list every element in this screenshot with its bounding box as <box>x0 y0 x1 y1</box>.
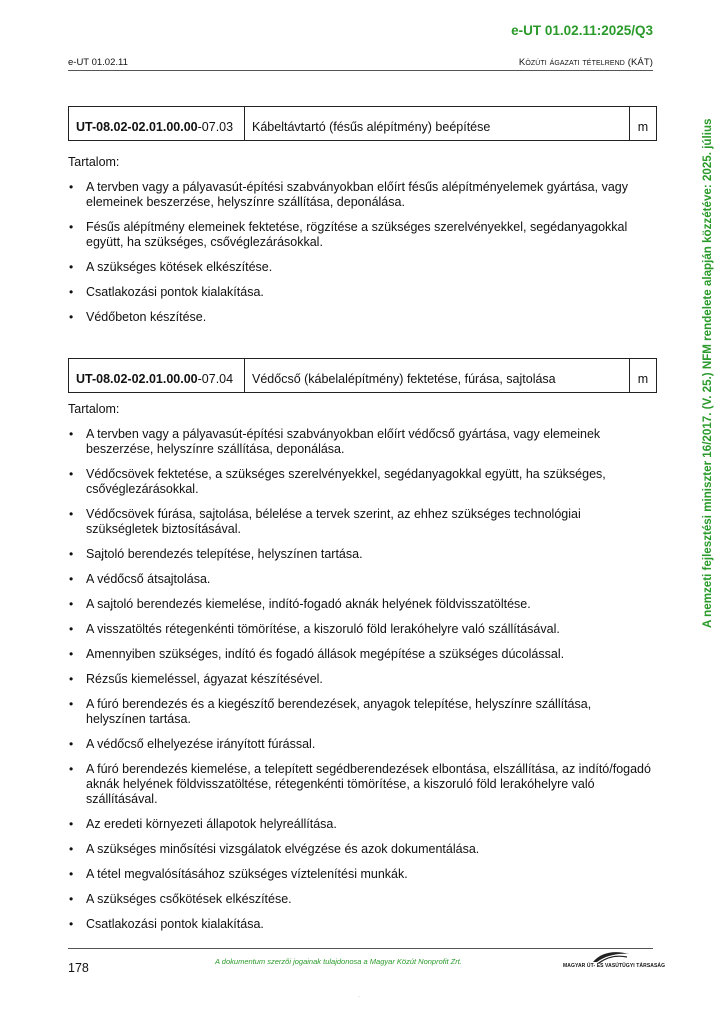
list-item: • A fúró berendezés és a kiegészítő berendezések, anyagok telepítése, helyszínre szállítása, helyszínen tartása. <box>68 697 653 727</box>
item-code-suffix: -07.03 <box>197 120 234 134</box>
list-item: • Amennyiben szükséges, indító és fogadó állások megépítése a szükséges dúcolással. <box>68 647 653 662</box>
logo-text: MAGYAR ÚT- ÉS VASÚTÜGYI TÁRSASÁG <box>563 963 666 969</box>
list-item: • Védőbeton készítése. <box>68 310 653 325</box>
list-item: • Rézsűs kiemeléssel, ágyazat készítésével. <box>68 672 653 687</box>
item-code-suffix: -07.04 <box>197 372 234 386</box>
footer-rule <box>68 948 653 949</box>
contents-list-1 <box>68 180 653 335</box>
header-rule <box>68 70 653 71</box>
copyright-note: A dokumentum szerzői jogainak tulajdonosa a Magyar Közút Nonprofit Zrt. <box>215 957 462 966</box>
list-item: • A szükséges csőkötések elkészítése. <box>68 892 653 907</box>
item-unit: m <box>630 359 657 393</box>
list-item: • A védőcső átsajtolása. <box>68 572 653 587</box>
list-item: • Sajtoló berendezés telepítése, helyszínen tartása. <box>68 547 653 562</box>
item-row <box>69 107 657 141</box>
list-item: • Fésűs alépítmény elemeinek fektetése, rögzítése a szükséges szerelvényekkel, segédanyagokkal együtt, ha szükséges, csővéglezárásokkal. <box>68 220 653 250</box>
side-publication-note: A nemzeti fejlesztési miniszter 16/2017. (V. 25.) NFM rendelete alapján közzétéve: 2025. július <box>701 118 714 628</box>
item-unit: m <box>630 107 657 141</box>
list-item: • A tervben vagy a pályavasút-építési szabványokban előírt védőcső gyártása, vagy elemeinek beszerzése, helyszínre szállítása, deponálása. <box>68 427 653 457</box>
list-item: • A visszatöltés rétegenkénti tömörítése, a kiszoruló föld lerakóhelyre való szállításával. <box>68 622 653 637</box>
stray-dot: · <box>358 994 360 1000</box>
item-row <box>69 359 657 393</box>
logo-swoosh-icon <box>591 950 631 964</box>
list-item: • Védőcsövek fúrása, sajtolása, bélelése a tervek szerint, az ehhez szükséges technológiai szükségletek biztosításával. <box>68 507 653 537</box>
item-code-main: UT-08.02-02.01.00.00 <box>76 372 198 386</box>
list-item: • A sajtoló berendezés kiemelése, indító-fogadó aknák helyének földvisszatöltése. <box>68 597 653 612</box>
item-code-main: UT-08.02-02.01.00.00 <box>76 120 198 134</box>
society-logo <box>563 950 666 972</box>
list-item: • Védőcsövek fektetése, a szükséges szerelvényekkel, segédanyagokkal együtt, ha szükséges, csővéglezárásokkal. <box>68 467 653 497</box>
contents-list-2 <box>68 427 653 942</box>
header-left: e-UT 01.02.11 <box>68 57 128 68</box>
list-item: • A szükséges kötések elkészítése. <box>68 260 653 275</box>
list-item: • A tervben vagy a pályavasút-építési szabványokban előírt fésűs alépítményelemek gyártása, vagy elemeinek beszerzése, helyszínre szállítása, deponálása. <box>68 180 653 210</box>
list-item: • A védőcső elhelyezése irányított fúrással. <box>68 737 653 752</box>
document-code: e-UT 01.02.11:2025/Q3 <box>511 23 653 38</box>
list-item: • A szükséges minősítési vizsgálatok elvégzése és azok dokumentálása. <box>68 842 653 857</box>
contents-label: Tartalom: <box>68 402 120 416</box>
item-table-1 <box>68 106 657 141</box>
page-number: 178 <box>68 961 89 975</box>
header-right: Közúti ágazati tételrend (KÁT) <box>518 57 653 68</box>
list-item: • Csatlakozási pontok kialakítása. <box>68 917 653 932</box>
list-item: • Csatlakozási pontok kialakítása. <box>68 285 653 300</box>
list-item: • Az eredeti környezeti állapotok helyreállítása. <box>68 817 653 832</box>
item-code <box>69 107 245 141</box>
item-description: Védőcső (kábelalépítmény) fektetése, fúrása, sajtolása <box>245 359 630 393</box>
list-item: • A fúró berendezés kiemelése, a telepített segédberendezések elbontása, elszállítása, az indító/fogadó aknák helyének földvisszatöltése, rétegenkénti tömörítése, a kiszoruló föld lerakóhelyre való szállításával. <box>68 762 653 807</box>
item-code <box>69 359 245 393</box>
list-item: • A tétel megvalósításához szükséges víztelenítési munkák. <box>68 867 653 882</box>
contents-label: Tartalom: <box>68 155 120 169</box>
item-table-2 <box>68 358 657 393</box>
item-description: Kábeltávtartó (fésűs alépítmény) beépítése <box>245 107 630 141</box>
